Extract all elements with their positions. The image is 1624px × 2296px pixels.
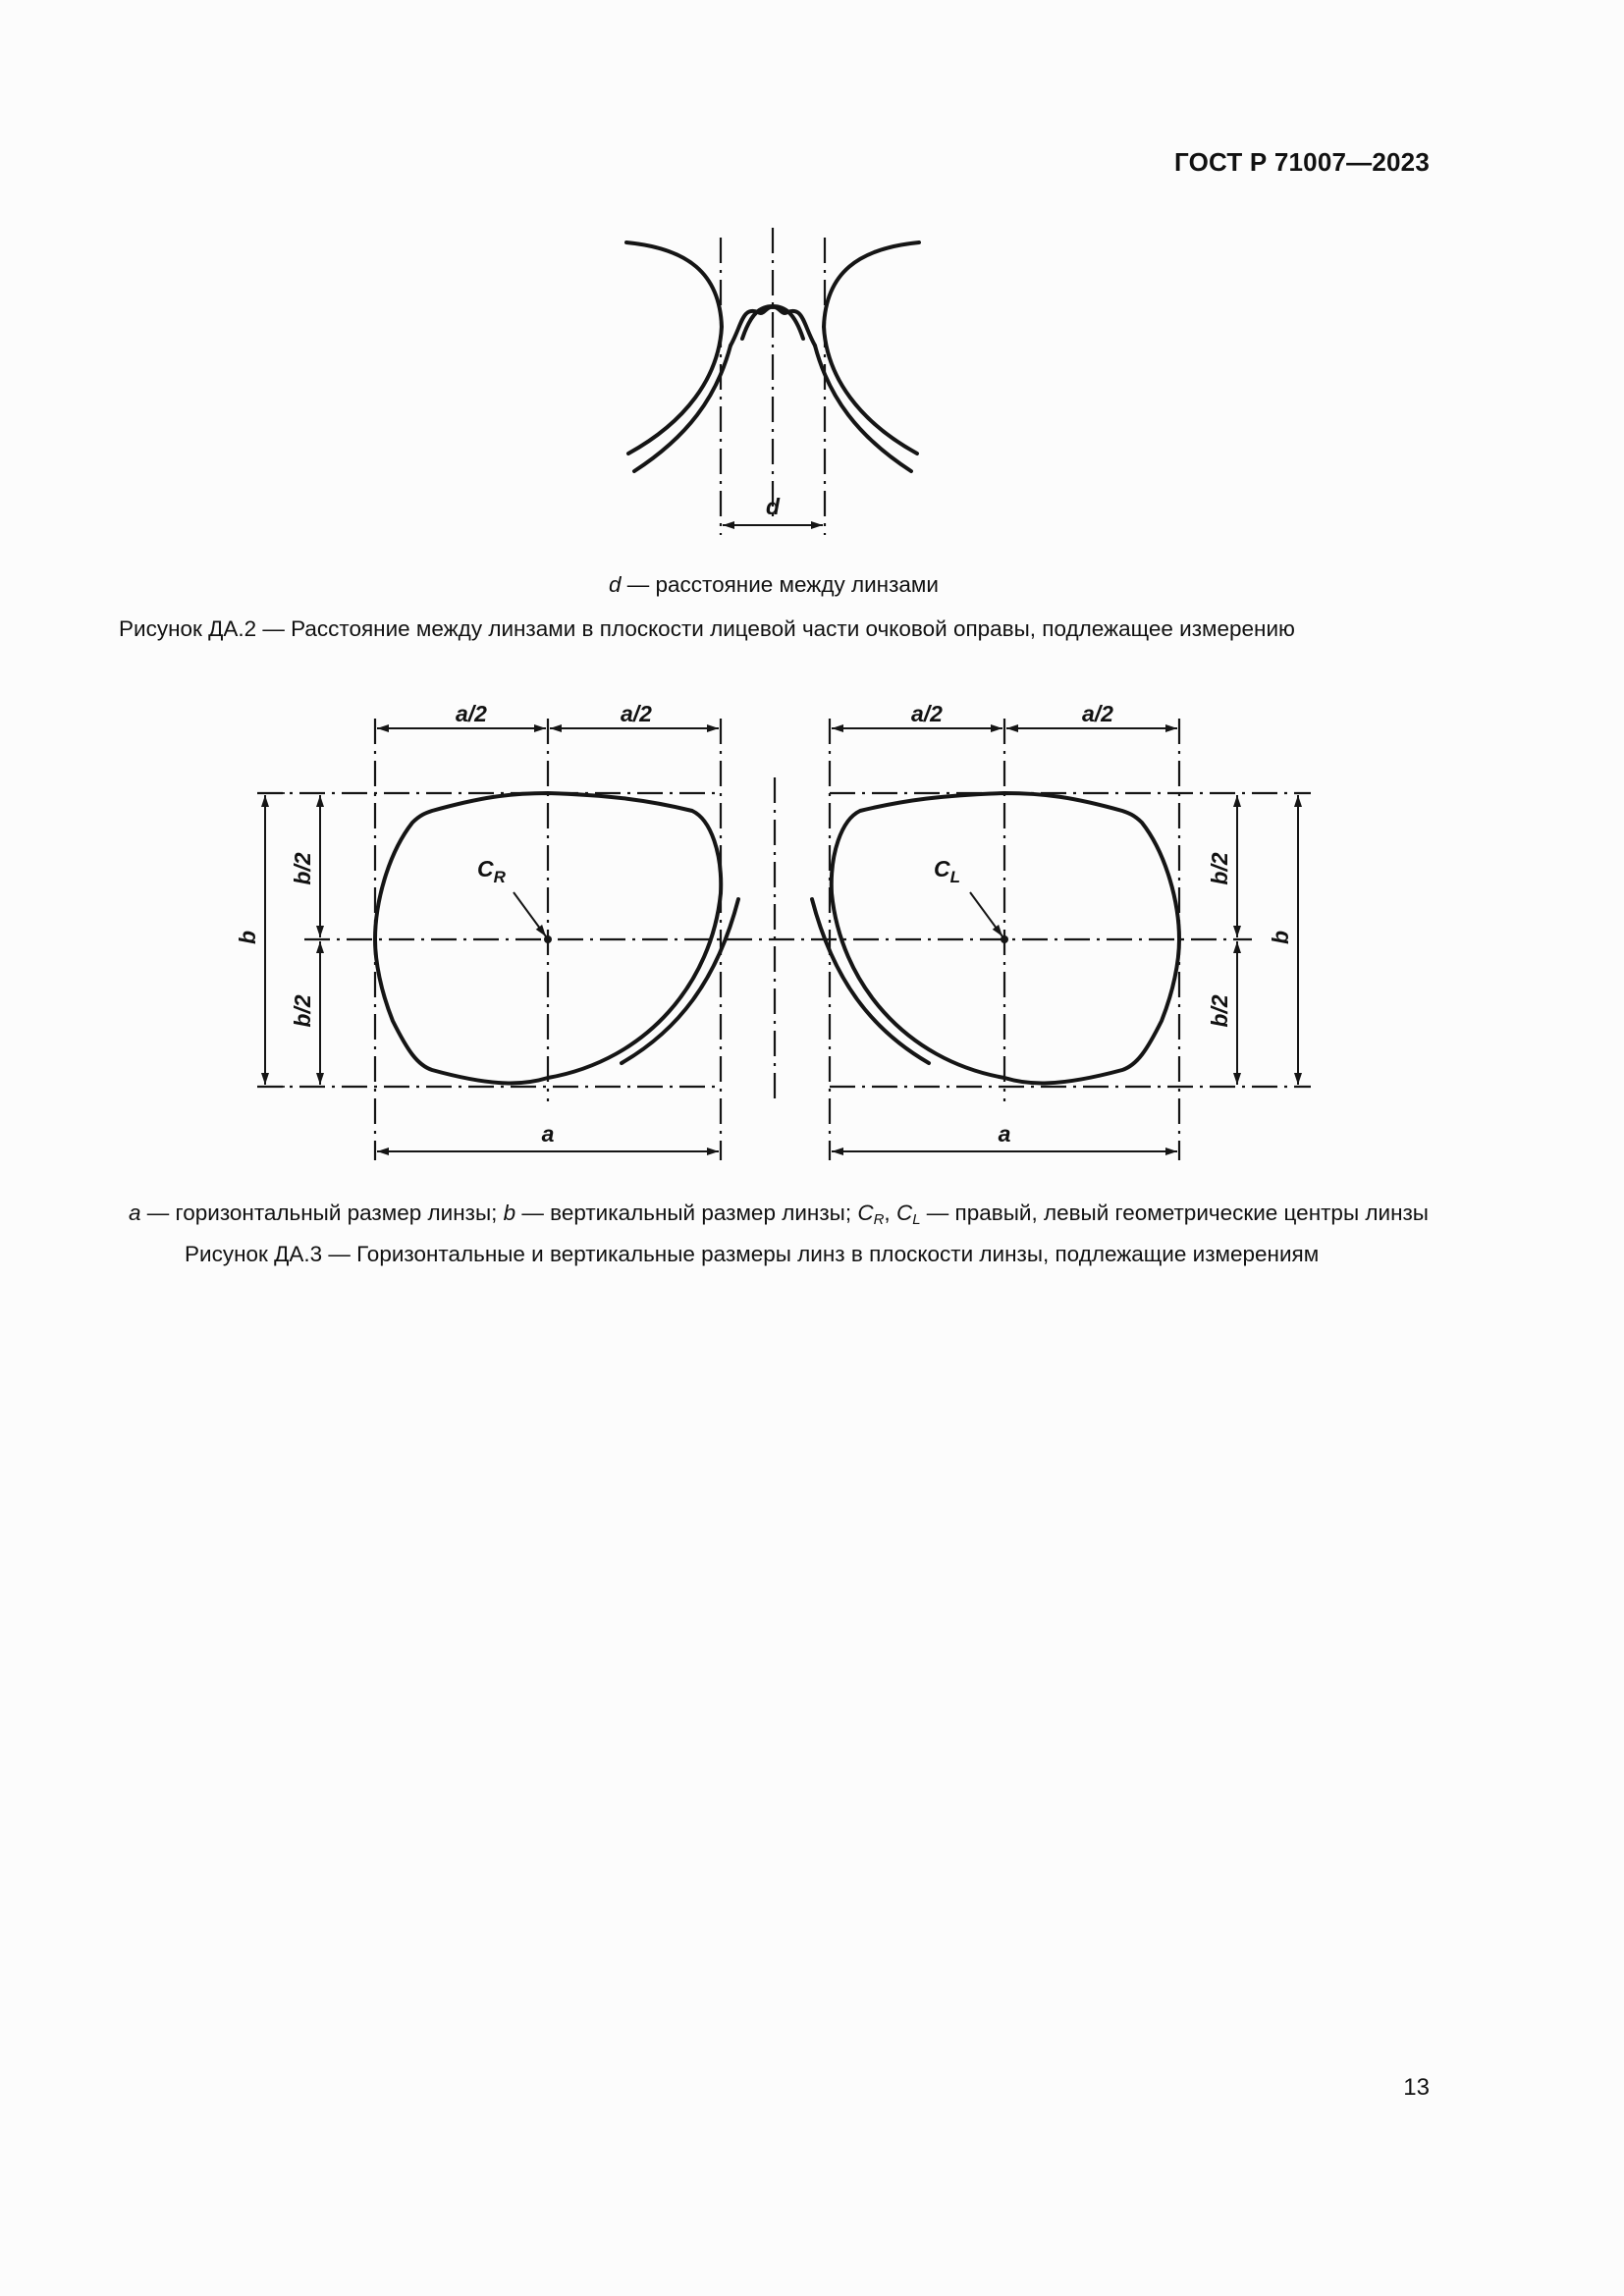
da3-left-center-arrow — [970, 892, 1002, 936]
da2-d-label: d — [765, 494, 781, 519]
document-code: ГОСТ Р 71007—2023 — [1174, 147, 1430, 177]
figure-da2-legend — [609, 572, 939, 598]
da3-left-center-point — [1001, 935, 1008, 943]
figure-da3-drawing — [0, 687, 1624, 1178]
da2-left-rim-inner — [634, 346, 731, 471]
figure-da2-drawing — [0, 0, 1624, 550]
da3-left-lens-width-label: a — [998, 1121, 1011, 1147]
page-number: 13 — [1403, 2074, 1430, 2101]
legend-cr-base: C — [857, 1201, 874, 1225]
legend-d-symbol: d — [609, 572, 622, 597]
da2-right-rim-inner — [815, 346, 911, 471]
da3-right-side-lower-half-label: b/2 — [1207, 994, 1232, 1028]
figure-da3-legend — [129, 1201, 1429, 1228]
legend-cr-sub: R — [873, 1211, 885, 1228]
legend-d-text: — расстояние между линзами — [621, 572, 939, 597]
da3-right-lens-width-label: a — [541, 1121, 555, 1147]
legend-b-text: — вертикальный размер линзы; — [515, 1201, 858, 1225]
figure-da3-caption: Рисунок ДА.3 — Горизонтальные и вертикальные размеры линз в плоскости линзы, подлежащие измерениям — [185, 1242, 1320, 1266]
da3-right-side-height-label: b — [1268, 930, 1293, 945]
da3-left-lens-half-width-right-label: a/2 — [1082, 701, 1113, 726]
legend-a-text: — горизонтальный размер линзы; — [140, 1201, 504, 1225]
legend-b-symbol: b — [503, 1201, 516, 1225]
da2-right-rim-outer — [824, 242, 919, 454]
figure-da2-caption: Рисунок ДА.2 — Расстояние между линзами в плоскости лицевой части очковой оправы, подлежащее измерению — [119, 616, 1295, 641]
da3-left-side-height-label: b — [235, 930, 260, 945]
da3-right-center-point — [544, 935, 552, 943]
legend-centers-text: — правый, левый геометрические центры линзы — [920, 1201, 1429, 1225]
legend-cl-base: C — [895, 1201, 913, 1225]
da2-left-rim-outer — [626, 242, 722, 454]
da3-right-center-arrow — [514, 892, 546, 936]
legend-a-symbol: a — [129, 1201, 141, 1225]
da3-right-lens-half-width-right-label: a/2 — [621, 701, 652, 726]
da3-cl-label: $C_L$ — [934, 856, 961, 886]
da3-left-side-upper-half-label: b/2 — [290, 852, 315, 885]
da3-right-side-upper-half-label: b/2 — [1207, 852, 1232, 885]
legend-separator: , — [884, 1201, 896, 1225]
da3-right-lens-half-width-left-label: a/2 — [456, 701, 487, 726]
da3-left-lens-half-width-left-label: a/2 — [911, 701, 943, 726]
da3-left-side-lower-half-label: b/2 — [290, 994, 315, 1028]
legend-cl-sub: L — [912, 1211, 921, 1228]
da3-cr-label: $C_R$ — [477, 856, 506, 886]
